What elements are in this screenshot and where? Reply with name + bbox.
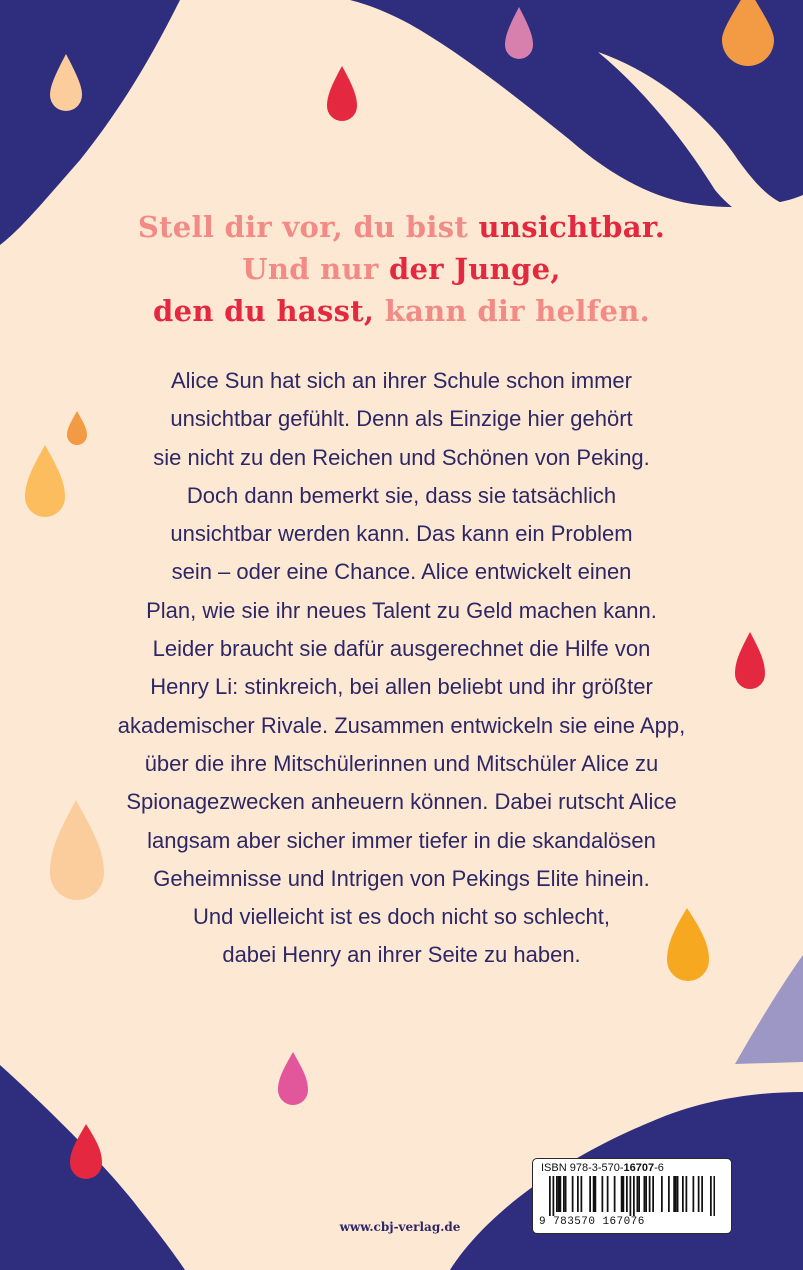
barcode-bar — [589, 1176, 591, 1212]
barcode-bar — [621, 1176, 623, 1212]
tagline-highlight: unsichtbar. — [478, 210, 666, 244]
description-line: langsam aber sicher immer tiefer in die skandalösen — [147, 827, 656, 853]
description-line: sie nicht zu den Reichen und Schönen von Peking. — [153, 444, 650, 470]
barcode-bar — [558, 1176, 560, 1212]
tagline-text: Stell dir vor, du bist — [137, 210, 479, 244]
barcode-bar — [644, 1176, 646, 1212]
barcode-bar — [623, 1176, 625, 1212]
tagline-text: kann dir helfen. — [374, 294, 650, 328]
barcode-bar — [581, 1176, 583, 1212]
description-line: sein – oder eine Chance. Alice entwickelt einen — [171, 559, 632, 585]
isbn-check-digit: -6 — [654, 1162, 664, 1174]
drop-pink-2 — [278, 1052, 308, 1105]
barcode-bar — [673, 1176, 675, 1212]
description-line: Geheimnisse und Intrigen von Pekings Elite hinein. — [153, 865, 650, 891]
tagline-text: Und nur — [242, 252, 389, 286]
description-line: Spionagezwecken anheuern können. Dabei rutscht Alice — [126, 789, 677, 815]
barcode-bar — [675, 1176, 677, 1212]
isbn-title-code: 16707 — [623, 1162, 655, 1174]
drop-yellow-1 — [25, 445, 65, 517]
tagline-highlight: den du hasst, — [153, 294, 375, 328]
description-line: unsichtbar gefühlt. Denn als Einzige hier gehört — [170, 406, 633, 432]
barcode-bar — [572, 1176, 574, 1212]
barcode-bar — [661, 1176, 663, 1212]
barcode-bar — [682, 1176, 684, 1212]
barcode-bar — [607, 1176, 609, 1212]
barcode-bar — [698, 1176, 700, 1212]
barcode-bar — [614, 1176, 616, 1212]
tagline-line-2 — [0, 248, 803, 290]
description-line: Henry Li: stinkreich, bei allen beliebt und ihr größter — [150, 674, 653, 700]
tagline-line-1 — [0, 206, 803, 248]
publisher-website[interactable]: www.cbj-verlag.de — [339, 1220, 461, 1234]
description-line: Doch dann bemerkt sie, dass sie tatsächlich — [186, 482, 617, 508]
drop-red-3 — [70, 1124, 102, 1179]
barcode-bar — [577, 1176, 579, 1212]
description-line: akademischer Rivale. Zusammen entwickeln sie eine App, — [117, 712, 686, 738]
description-line: unsichtbar werden kann. Das kann ein Problem — [170, 521, 633, 547]
barcode-bar — [560, 1176, 562, 1212]
barcode-bar — [602, 1176, 604, 1212]
barcode-bar — [693, 1176, 695, 1212]
barcode-bars — [549, 1176, 715, 1216]
isbn-barcode — [532, 1158, 732, 1234]
description-line: Plan, wie sie ihr neues Talent zu Geld machen kann. — [146, 597, 657, 623]
description-line: Leider braucht sie dafür ausgerechnet die Hilfe von — [152, 636, 651, 662]
barcode-bar — [593, 1176, 595, 1212]
isbn-prefix: ISBN 978-3-570- — [541, 1162, 624, 1174]
isbn-number — [541, 1162, 664, 1174]
barcode-bar — [652, 1176, 654, 1212]
tagline-line-3 — [0, 290, 803, 332]
description-line: über die ihre Mitschülerinnen und Mitschüler Alice zu — [144, 750, 659, 776]
ean-digits: 9 783570 167076 — [539, 1216, 645, 1228]
lavender-shape — [735, 955, 803, 1064]
barcode-bar — [565, 1176, 567, 1212]
book-description — [90, 362, 713, 975]
barcode-bar — [649, 1176, 651, 1212]
tagline-highlight: der Junge, — [388, 252, 561, 286]
barcode-bar — [701, 1176, 703, 1212]
barcode-bar — [556, 1176, 558, 1212]
barcode-bar — [633, 1176, 635, 1216]
drop-red-1 — [327, 66, 357, 121]
barcode-bar — [563, 1176, 565, 1212]
drop-red-2 — [735, 632, 765, 689]
barcode-bar — [549, 1176, 551, 1216]
barcode-bar — [553, 1176, 555, 1216]
barcode-bar — [668, 1176, 670, 1212]
barcode-bar — [710, 1176, 712, 1216]
barcode-bar — [714, 1176, 716, 1216]
barcode-bar — [637, 1176, 639, 1212]
tagline — [0, 206, 803, 332]
description-line: dabei Henry an ihrer Seite zu haben. — [222, 942, 581, 968]
barcode-bar — [630, 1176, 632, 1216]
barcode-bar — [677, 1176, 679, 1212]
barcode-bar — [626, 1176, 628, 1212]
drop-orange-2 — [67, 411, 87, 445]
description-line: Alice Sun hat sich an ihrer Schule schon immer — [171, 368, 632, 393]
description-line: Und vielleicht ist es doch nicht so schlecht, — [193, 904, 610, 930]
barcode-bar — [645, 1176, 647, 1212]
barcode-bar — [638, 1176, 640, 1212]
barcode-bar — [595, 1176, 597, 1212]
barcode-bar — [686, 1176, 688, 1212]
